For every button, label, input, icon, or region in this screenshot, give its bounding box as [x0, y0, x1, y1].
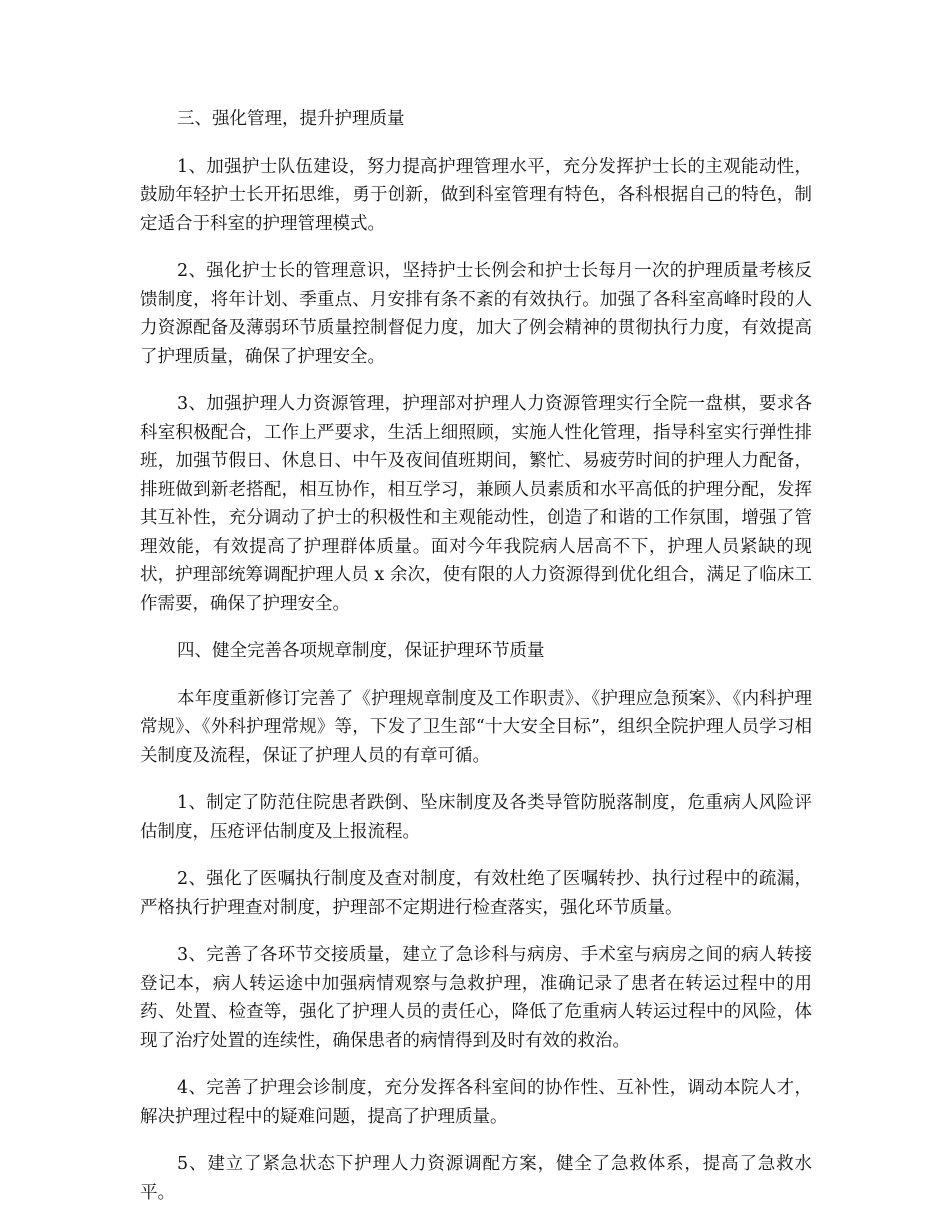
paragraph: 3、完善了各环节交接质量，建立了急诊科与病房、手术室与病房之间的病人转接登记本，病人转运途中加强病情观察与急救护理，准确记录了患者在转运过程中的用药、处置、检查等，强化了护理人员的责任心，降低了危重病人转运过程中的风险，体现了治疗处置的连续性，确保患者的病情得到及时有效的救治。: [140, 945, 812, 1051]
paragraph: 1、加强护士队伍建设，努力提高护理管理水平，充分发挥护士长的主观能动性，鼓励年轻护士长开拓思维，勇于创新，做到科室管理有特色，各科根据自己的特色，制定适合于科室的护理管理模式。: [140, 156, 812, 234]
paragraph: 1、制定了防范住院患者跌倒、坠床制度及各类导管防脱落制度，危重病人风险评估制度，压疮评估制度及上报流程。: [140, 793, 812, 842]
paragraph: 3、加强护理人力资源管理，护理部对护理人力资源管理实行全院一盘棋，要求各科室积极配合，工作上严要求，生活上细照顾，实施人性化管理，指导科室实行弹性排班，加强节假日、休息日、中午及夜间值班期间，繁忙、易疲劳时间的护理人力配备，排班做到新老搭配，相互协作，相互学习，兼顾人员素质和水平高低的护理分配，发挥其互补性，充分调动了护士的积极性和主观能动性，创造了和谐的工作氛围，增强了管理效能，有效提高了护理群体质量。面对今年我院病人居高不下，护理人员紧缺的现状，护理部统筹调配护理人员 x 余次，使有限的人力资源得到优化组合，满足了临床工作需要，确保了护理安全。: [140, 394, 812, 614]
paragraph: 5、建立了紧急状态下护理人力资源调配方案，健全了急救体系，提高了急救水平。: [140, 1154, 812, 1203]
paragraph: 2、强化了医嘱执行制度及查对制度，有效杜绝了医嘱转抄、执行过程中的疏漏，严格执行护理查对制度，护理部不定期进行检查落实，强化环节质量。: [140, 869, 812, 918]
paragraph: 4、完善了护理会诊制度，充分发挥各科室间的协作性、互补性，调动本院人才，解决护理过程中的疑难问题，提高了护理质量。: [140, 1078, 812, 1127]
document-page: [140, 105, 812, 1226]
paragraph: 本年度重新修订完善了《护理规章制度及工作职责》、《护理应急预案》、《内科护理常规》、《外科护理常规》等，下发了卫生部“十大安全目标”，组织全院护理人员学习相关制度及流程，保证了护理人员的有章可循。: [140, 688, 812, 766]
paragraph: 2、强化护士长的管理意识，坚持护士长例会和护士长每月一次的护理质量考核反馈制度，将年计划、季重点、月安排有条不紊的有效执行。加强了各科室高峰时段的人力资源配备及薄弱环节质量控制督促力度，加大了例会精神的贯彻执行力度，有效提高了护理质量，确保了护理安全。: [140, 261, 812, 367]
section-heading-3: 三、强化管理，提升护理质量: [177, 109, 405, 129]
section-heading-4: 四、健全完善各项规章制度，保证护理环节质量: [177, 641, 545, 661]
